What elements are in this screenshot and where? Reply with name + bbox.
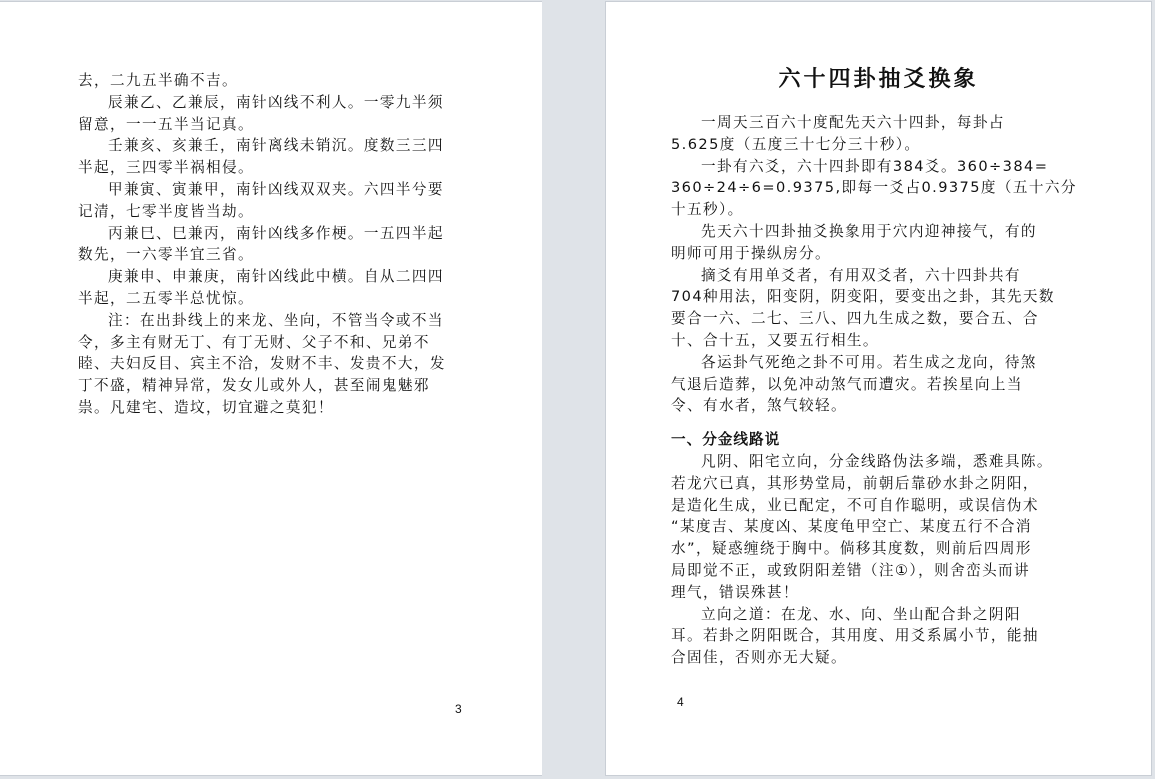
text-line: 半起，二五零半总忧惊。: [78, 289, 254, 307]
text-line: 祟。凡建宅、造坟，切宜避之莫犯！: [78, 398, 334, 416]
text-line: 704种用法，阳变阴，阴变阳，要变出之卦，其先天数: [671, 288, 1055, 306]
text-line: 摘爻有用单爻者，有用双爻者，六十四卦共有: [701, 266, 1021, 284]
text-line: 理气，错误殊甚！: [671, 583, 799, 601]
text-line: 令，多主有财无丁、有丁无财、父子不和、兄弟不: [78, 333, 430, 351]
text-line: 辰兼乙、乙兼辰，南针凶线不利人。一零九半须: [108, 93, 444, 111]
text-line: 留意，一一五半当记真。: [78, 115, 254, 133]
text-line: 若龙穴已真，其形势堂局，前朝后靠砂水卦之阴阳，: [671, 474, 1039, 492]
text-line: 数先，一六零半宜三省。: [78, 246, 254, 264]
text-line: 半起，三四零半祸相侵。: [78, 159, 254, 177]
text-line: 十五秒）。: [671, 201, 744, 219]
text-line: 各运卦气死绝之卦不可用。若生成之龙向，待煞: [701, 353, 1037, 371]
text-line: 明师可用于操纵房分。: [671, 244, 831, 262]
text-line: 记清，七零半度皆当劫。: [78, 202, 254, 220]
text-line: 注：在出卦线上的来龙、坐向，不管当令或不当: [108, 311, 444, 329]
text-line: “某度吉、某度凶、某度龟甲空亡、某度五行不合消: [671, 518, 1032, 536]
text-line: 立向之道：在龙、水、向、坐山配合卦之阴阳: [701, 605, 1021, 623]
text-line: 丙兼巳、巳兼丙，南针凶线多作梗。一五四半起: [108, 224, 444, 242]
text-line: 十、合十五，又要五行相生。: [671, 331, 879, 349]
section-heading: 一、分金线路说: [671, 431, 781, 449]
text-line: 丁不盛，精神异常，发女儿或外人，甚至闹鬼魅邪: [78, 377, 430, 395]
section-spacer: [671, 417, 1077, 429]
text-line: 甲兼寅、寅兼甲，南针凶线双双夹。六四半兮要: [108, 180, 444, 198]
text-line: 气退后造葬，以免冲动煞气而遭灾。若挨星向上当: [671, 375, 1023, 393]
page-title: 六十四卦抽爻换象: [778, 67, 979, 92]
text-line: 5.625度（五度三十七分三十秒）。: [671, 135, 921, 153]
page-4-body: [671, 112, 1077, 669]
text-line: 壬兼亥、亥兼壬，南针离线未销沉。度数三三四: [108, 137, 444, 155]
text-line: 合固佳，否则亦无大疑。: [671, 649, 847, 667]
text-line: 令、有水者，煞气较轻。: [671, 397, 847, 415]
page-number: 3: [455, 702, 462, 716]
text-line: 要合一六、二七、三八、四九生成之数，要合五、合: [671, 310, 1039, 328]
page-number: 4: [677, 695, 684, 709]
text-line: 是造化生成，业已配定，不可自作聪明，或误信伪术: [671, 496, 1039, 514]
text-line: 睦、夫妇反目、宾主不洽，发财不丰、发贵不大，发: [78, 355, 446, 373]
page-3-body: [78, 70, 446, 419]
text-line: 去，二九五半确不吉。: [78, 72, 238, 89]
text-line: 庚兼申、申兼庚，南针凶线此中横。自从二四四: [108, 268, 444, 286]
text-line: 先天六十四卦抽爻换象用于穴内迎神接气，有的: [701, 222, 1037, 240]
text-line: 耳。若卦之阴阳既合，其用度、用爻系属小节，能抽: [671, 627, 1039, 645]
text-line: 局即觉不正，或致阴阳差错（注①），则舍峦头而讲: [671, 561, 1031, 579]
text-line: 360÷24÷6=0.9375,即每一爻占0.9375度（五十六分: [671, 179, 1077, 197]
text-line: 水”，疑惑缠绕于胸中。倘移其度数，则前后四周形: [671, 540, 1032, 558]
text-line: 凡阴、阳宅立向，分金线路伪法多端，悉难具陈。: [701, 452, 1053, 470]
page-gutter: [542, 0, 606, 779]
text-line: 一周天三百六十度配先天六十四卦，每卦占: [701, 114, 1005, 131]
text-line: 一卦有六爻，六十四卦即有384爻。360÷384=: [701, 157, 1049, 175]
